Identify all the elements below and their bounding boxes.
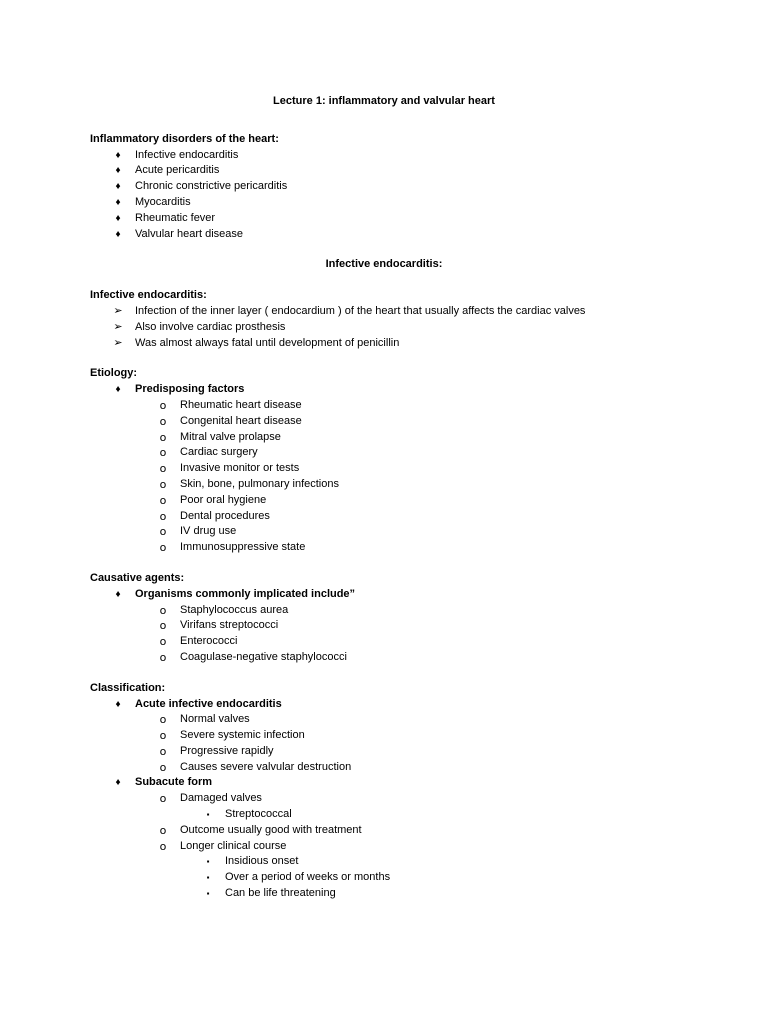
list-item: ➢ Was almost always fatal until development of penicillin bbox=[90, 336, 690, 352]
list-item: ♦ Rheumatic fever bbox=[90, 211, 690, 227]
diamond-bullet-icon: ♦ bbox=[115, 196, 121, 208]
predisposing-list bbox=[90, 398, 690, 556]
list-item: o Staphylococcus aurea bbox=[90, 603, 690, 619]
list-item: ♦ Acute pericarditis bbox=[90, 163, 690, 179]
document-content bbox=[90, 94, 690, 902]
definition-heading: Infective endocarditis: bbox=[90, 289, 207, 302]
circle-bullet-icon: o bbox=[159, 635, 167, 649]
diamond-bullet-icon: ♦ bbox=[115, 588, 121, 600]
list-item: o Enterococci bbox=[90, 634, 690, 650]
list-item: ♦ Myocarditis bbox=[90, 195, 690, 211]
subacute-items-2 bbox=[90, 823, 690, 855]
list-item: o Invasive monitor or tests bbox=[90, 461, 690, 477]
circle-bullet-icon: o bbox=[159, 414, 167, 428]
causative-list bbox=[90, 587, 690, 603]
list-item: o Coagulase-negative staphylococci bbox=[90, 650, 690, 666]
inflammatory-heading: Inflammatory disorders of the heart: bbox=[90, 132, 279, 145]
circle-bullet-icon: o bbox=[159, 744, 167, 758]
list-item: ♦ Organisms commonly implicated include” bbox=[90, 587, 690, 603]
list-item: o Causes severe valvular destruction bbox=[90, 760, 690, 776]
organisms-list bbox=[90, 603, 690, 666]
list-item: ♦ Valvular heart disease bbox=[90, 227, 690, 243]
list-item: ♦ Subacute form bbox=[90, 775, 690, 791]
list-item: o Dental procedures bbox=[90, 509, 690, 525]
circle-bullet-icon: o bbox=[159, 509, 167, 523]
circle-bullet-icon: o bbox=[159, 525, 167, 539]
square-bullet-icon: ▪ bbox=[206, 873, 210, 883]
list-item: ♦ Chronic constrictive pericarditis bbox=[90, 179, 690, 195]
list-item: o IV drug use bbox=[90, 524, 690, 540]
list-item: ➢ Infection of the inner layer ( endocardium ) of the heart that usually affects the cardiac valves bbox=[90, 304, 690, 320]
square-bullet-icon: ▪ bbox=[206, 889, 210, 899]
circle-bullet-icon: o bbox=[159, 493, 167, 507]
list-item: o Skin, bone, pulmonary infections bbox=[90, 477, 690, 493]
list-item: o Virifans streptococci bbox=[90, 618, 690, 634]
circle-bullet-icon: o bbox=[159, 477, 167, 491]
list-item: ♦ Acute infective endocarditis bbox=[90, 697, 690, 713]
arrow-bullet-icon: ➢ bbox=[113, 320, 123, 333]
square-bullet-icon: ▪ bbox=[206, 857, 210, 867]
list-item: ▪ Insidious onset bbox=[90, 854, 690, 870]
circle-bullet-icon: o bbox=[159, 760, 167, 774]
circle-bullet-icon: o bbox=[159, 619, 167, 633]
etiology-heading: Etiology: bbox=[90, 367, 138, 380]
list-item: o Mitral valve prolapse bbox=[90, 430, 690, 446]
list-item: o Congenital heart disease bbox=[90, 414, 690, 430]
subacute-list bbox=[90, 775, 690, 791]
circle-bullet-icon: o bbox=[159, 462, 167, 476]
classification-heading: Classification: bbox=[90, 681, 166, 694]
list-item: o Cardiac surgery bbox=[90, 445, 690, 461]
list-item: o Progressive rapidly bbox=[90, 744, 690, 760]
list-item: ▪ Streptococcal bbox=[90, 807, 690, 823]
list-item: o Outcome usually good with treatment bbox=[90, 823, 690, 839]
etiology-list bbox=[90, 382, 690, 398]
list-item: o Damaged valves bbox=[90, 791, 690, 807]
square-bullet-icon: ▪ bbox=[206, 810, 210, 820]
arrow-bullet-icon: ➢ bbox=[113, 336, 123, 349]
circle-bullet-icon: o bbox=[159, 541, 167, 555]
list-item: ➢ Also involve cardiac prosthesis bbox=[90, 320, 690, 336]
subacute-items bbox=[90, 791, 690, 807]
circle-bullet-icon: o bbox=[159, 398, 167, 412]
circle-bullet-icon: o bbox=[159, 823, 167, 837]
classification-list bbox=[90, 697, 690, 713]
circle-bullet-icon: o bbox=[159, 713, 167, 727]
diamond-bullet-icon: ♦ bbox=[115, 777, 121, 789]
list-item: o Poor oral hygiene bbox=[90, 493, 690, 509]
list-item: ▪ Can be life threatening bbox=[90, 886, 690, 902]
circle-bullet-icon: o bbox=[159, 792, 167, 806]
diamond-bullet-icon: ♦ bbox=[115, 698, 121, 710]
definition-list bbox=[90, 304, 690, 351]
circle-bullet-icon: o bbox=[159, 729, 167, 743]
list-item: o Normal valves bbox=[90, 712, 690, 728]
list-item: o Longer clinical course bbox=[90, 839, 690, 855]
arrow-bullet-icon: ➢ bbox=[113, 304, 123, 317]
list-item: o Severe systemic infection bbox=[90, 728, 690, 744]
circle-bullet-icon: o bbox=[159, 839, 167, 853]
inflammatory-list bbox=[90, 148, 690, 243]
section-title: Infective endocarditis: bbox=[325, 258, 443, 271]
circle-bullet-icon: o bbox=[159, 446, 167, 460]
acute-list bbox=[90, 712, 690, 775]
damaged-sub-list bbox=[90, 807, 690, 823]
list-item: ♦ Predisposing factors bbox=[90, 382, 690, 398]
diamond-bullet-icon: ♦ bbox=[115, 212, 121, 224]
diamond-bullet-icon: ♦ bbox=[115, 181, 121, 193]
circle-bullet-icon: o bbox=[159, 650, 167, 664]
page-title: Lecture 1: inflammatory and valvular heart bbox=[273, 95, 495, 107]
diamond-bullet-icon: ♦ bbox=[115, 228, 121, 240]
list-item: o Immunosuppressive state bbox=[90, 540, 690, 556]
circle-bullet-icon: o bbox=[159, 603, 167, 617]
circle-bullet-icon: o bbox=[159, 430, 167, 444]
causative-heading: Causative agents: bbox=[90, 571, 185, 584]
diamond-bullet-icon: ♦ bbox=[115, 384, 121, 396]
longer-sub-list bbox=[90, 854, 690, 901]
diamond-bullet-icon: ♦ bbox=[115, 165, 121, 177]
diamond-bullet-icon: ♦ bbox=[115, 149, 121, 161]
list-item: ▪ Over a period of weeks or months bbox=[90, 870, 690, 886]
list-item: ♦ Infective endocarditis bbox=[90, 148, 690, 164]
list-item: o Rheumatic heart disease bbox=[90, 398, 690, 414]
